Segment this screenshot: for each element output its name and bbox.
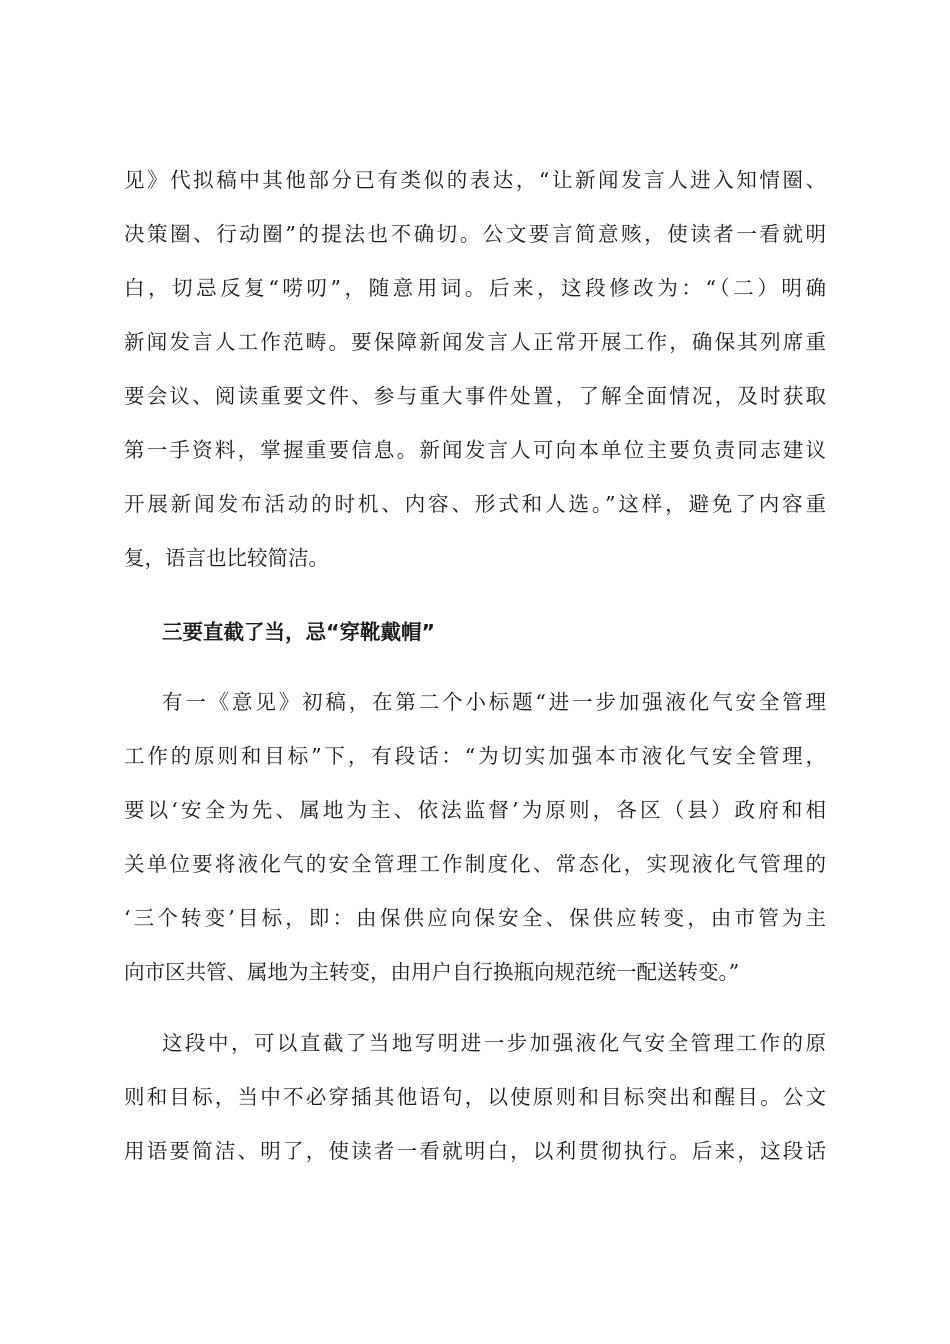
paragraph-1-line-3: 白，切忌反复“唠叨”，随意用词。后来，这段修改为：“（二）明确 <box>124 276 826 300</box>
paragraph-2-line-2: 工作的原则和目标”下，有段话：“为切实加强本市液化气安全管理， <box>124 744 826 768</box>
paragraph-1-line-5: 要会议、阅读重要文件、参与重大事件处置，了解全面情况，及时获取 <box>124 384 826 408</box>
paragraph-2-line-6: 向市区共管、属地为主转变，由用户自行换瓶向规范统一配送转变。” <box>124 960 740 984</box>
paragraph-1-line-8: 复，语言也比较简洁。 <box>124 546 329 570</box>
paragraph-2-line-3: 要以‘安全为先、属地为主、依法监督’为原则，各区（县）政府和相 <box>124 798 826 822</box>
paragraph-1-line-2: 决策圈、行动圈”的提法也不确切。公文要言简意赅，使读者一看就明 <box>124 222 826 246</box>
paragraph-2-line-5: ‘三个转变’目标，即：由保供应向保安全、保供应转变，由市管为主 <box>124 906 826 930</box>
paragraph-2-line-1: 有一《意见》初稿，在第二个小标题“进一步加强液化气安全管理 <box>162 690 826 714</box>
paragraph-1-line-1: 见》代拟稿中其他部分已有类似的表达，“让新闻发言人进入知情圈、 <box>124 168 826 192</box>
paragraph-2-line-4: 关单位要将液化气的安全管理工作制度化、常态化，实现液化气管理的 <box>124 852 826 876</box>
paragraph-3-line-2: 则和目标，当中不必穿插其他语句，以使原则和目标突出和醒目。公文 <box>124 1085 826 1109</box>
paragraph-3-line-1: 这段中，可以直截了当地写明进一步加强液化气安全管理工作的原 <box>162 1031 826 1055</box>
paragraph-1-line-4: 新闻发言人工作范畴。要保障新闻发言人正常开展工作，确保其列席重 <box>124 330 826 354</box>
paragraph-1-line-6: 第一手资料，掌握重要信息。新闻发言人可向本单位主要负责同志建议 <box>124 438 826 462</box>
paragraph-1-line-7: 开展新闻发布活动的时机、内容、形式和人选。”这样，避免了内容重 <box>124 492 826 516</box>
section-heading: 三要直截了当，忌“穿靴戴帽” <box>162 620 435 644</box>
paragraph-3-line-3: 用语要简洁、明了，使读者一看就明白，以利贯彻执行。后来，这段话 <box>124 1139 826 1163</box>
